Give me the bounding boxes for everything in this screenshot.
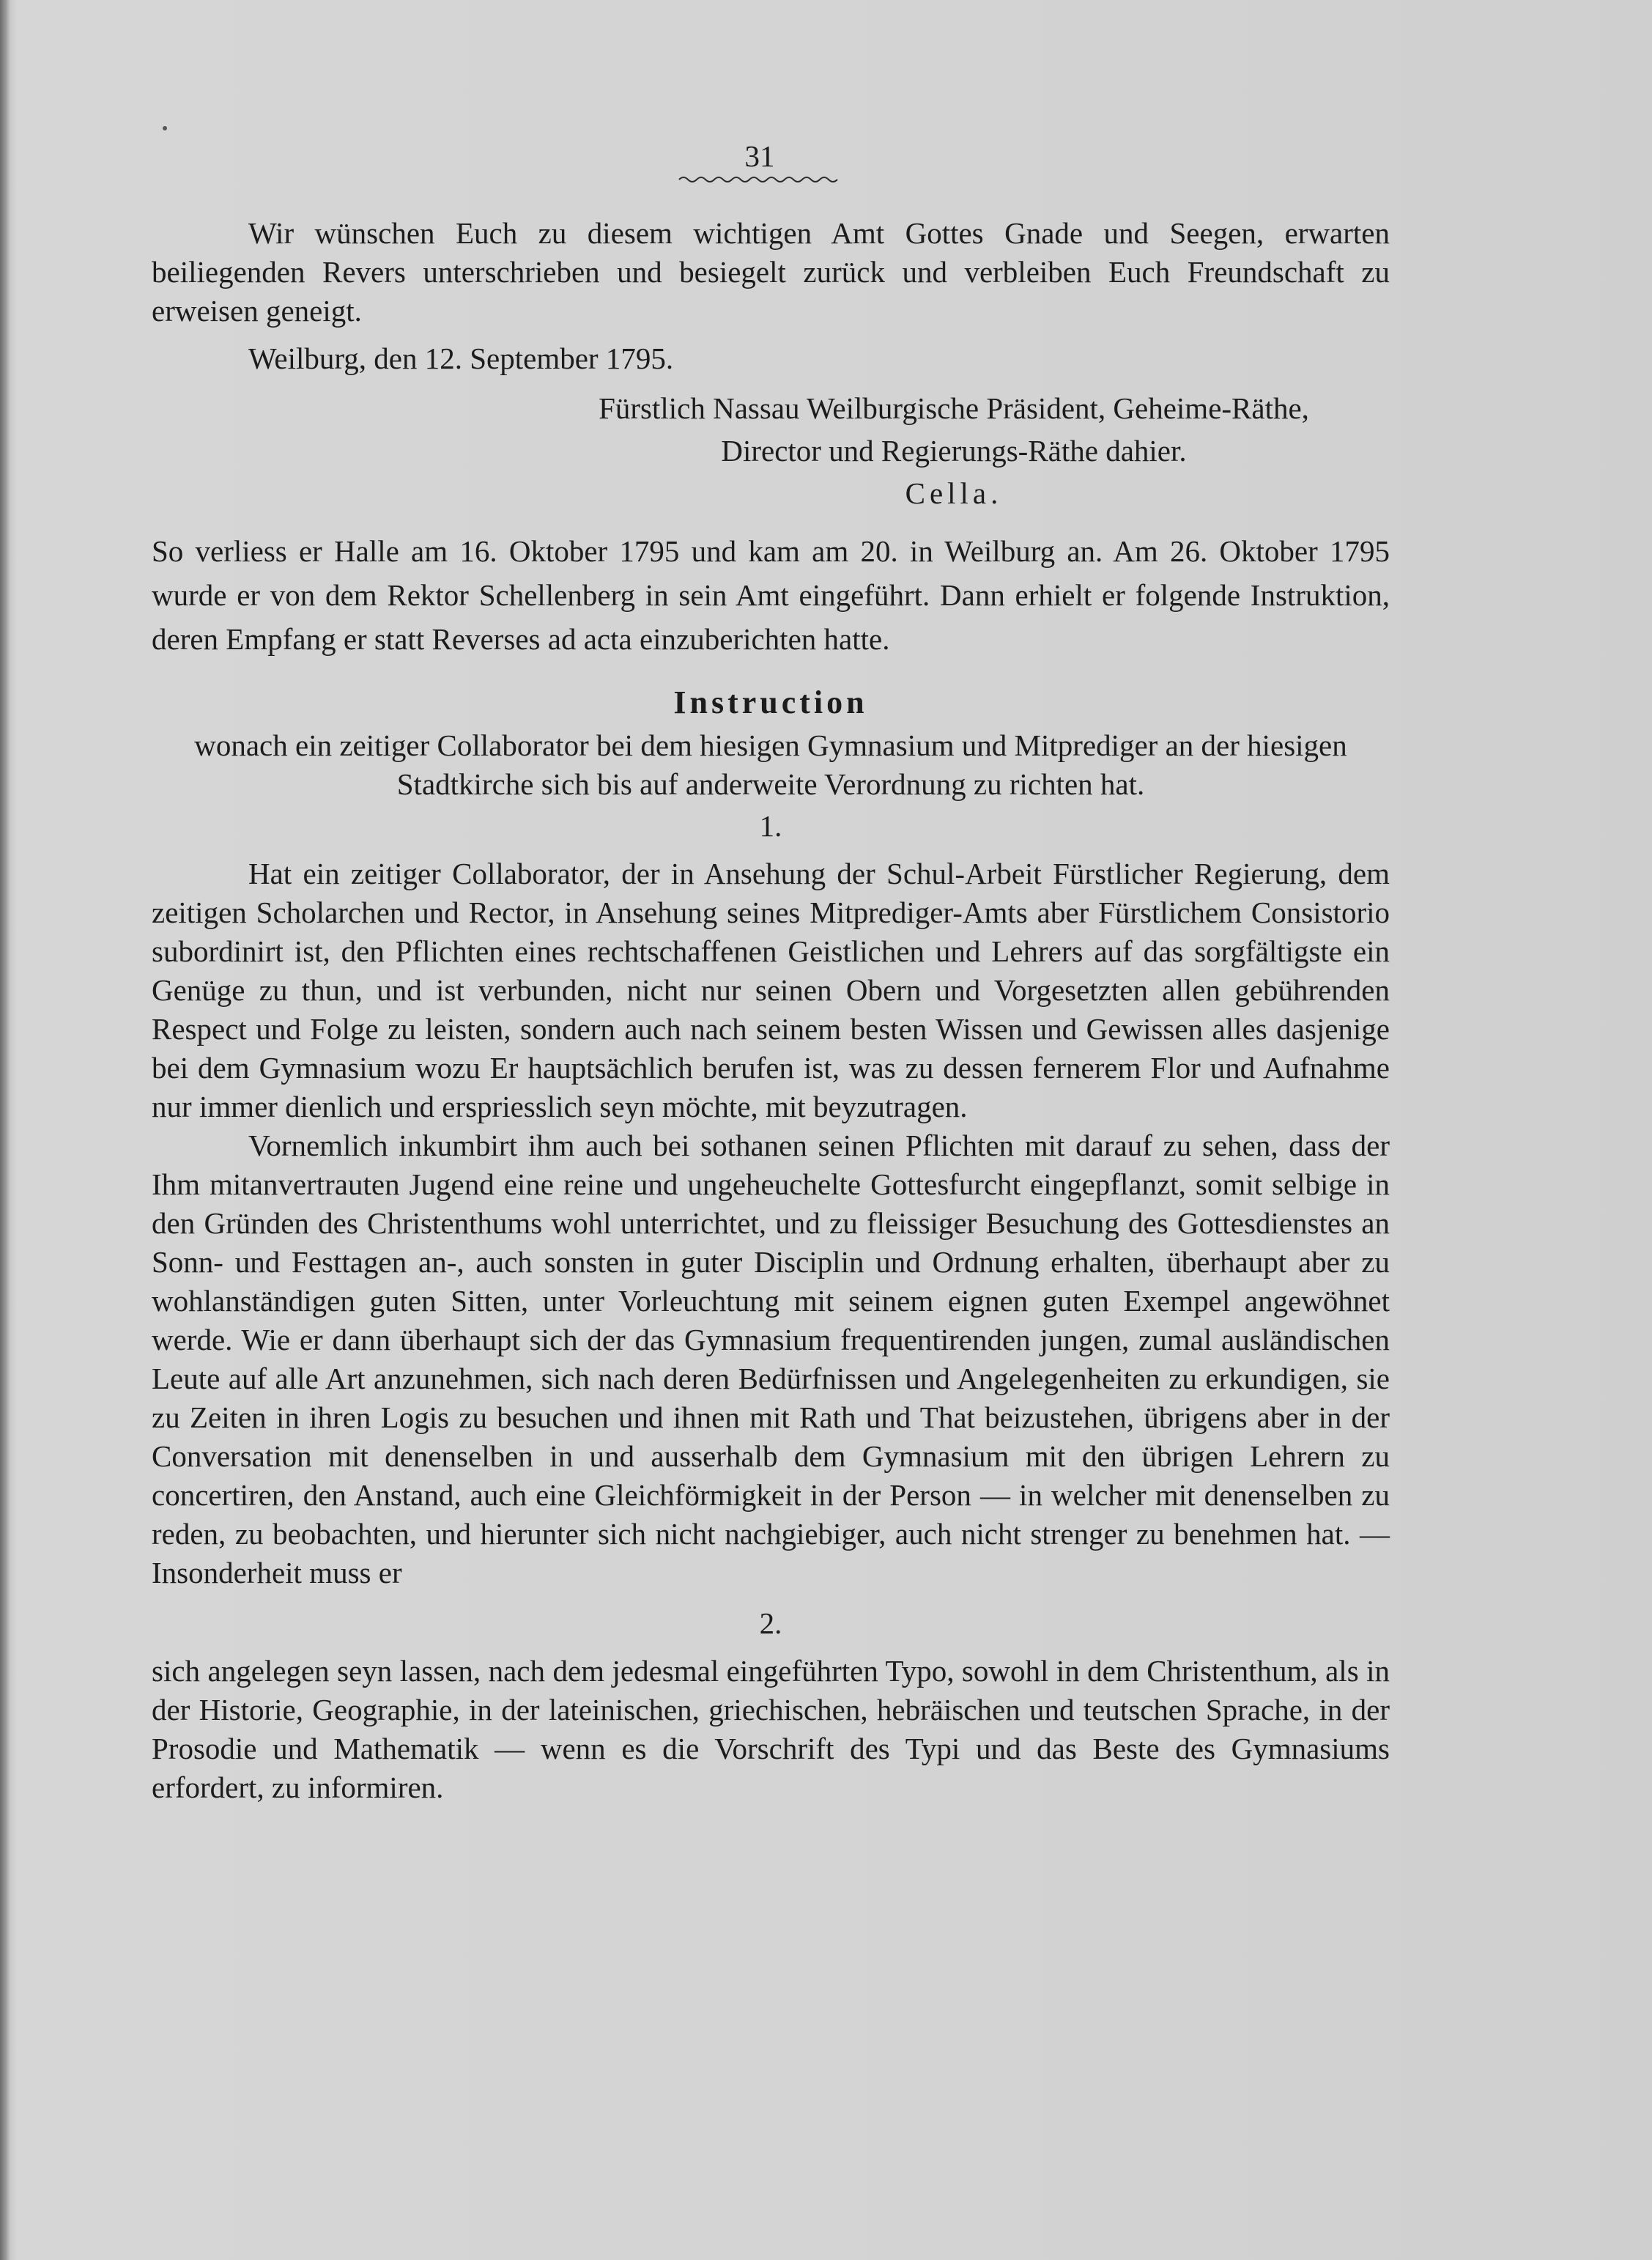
paper-speck [163, 126, 167, 130]
dateline: Weilburg, den 12. September 1795. [248, 341, 674, 375]
section-1-paragraph-1: Hat ein zeitiger Collaborator, der in Ansehung der Schul-Arbeit Fürstlicher Regierung, dem zeitigen Scholarchen und Rector, in Ansehung seines Mitprediger-Amts aber Fürstlichem Consistorio subordinirt ist, den Pflichten eines rechtschaffenen Geistlichen und Lehrers auf das sorgfältigste ein Genüge zu thun, und ist verbunden, nicht nur seinen Obern und Vorgesetzten allen gebührenden Respect und Folge zu leisten, sondern auch nach seinem besten Wissen und Gewissen alles dasjenige bei dem Gymnasium wozu Er hauptsächlich berufen ist, was zu dessen fernerem Flor und Aufnahme nur immer dienlich und erspriesslich seyn möchte, mit beyzutragen. [152, 857, 1390, 1123]
section-1-paragraph-2: Vornemlich inkumbirt ihm auch bei sothanen seinen Pflichten mit darauf zu sehen, dass der Ihm mitanvertrauten Jugend eine reine und ungeheuchelte Gottesfurcht eingepflanzt, somit selbige in den Gründen des Christenthums wohl unterrichtet, und zu fleissiger Besuchung des Gottesdienstes an Sonn- und Festtagen an-, auch sonsten in guter Disciplin und Ordnung erhalten, überhaupt aber zu wohlanständigen guten Sitten, unter Vorleuchtung mit seinem eignen guten Exempel angewöhnet werde. Wie er dann überhaupt sich der das Gymnasium frequentirenden jungen, zumal ausländischen Leute auf alle Art anzunehmen, sich nach deren Bedürfnissen und Angelegenheiten zu erkundigen, sie zu Zeiten in ihren Logis zu besuchen und ihnen mit Rath und That beizustehen, übrigens aber in der Conversation mit denenselben in und ausserhalb dem Gymnasium mit den übrigen Lehrern zu concertiren, den Anstand, auch eine Gleichförmigkeit in der Person — in welcher mit denenselben zu reden, zu beobachten, und hierunter sich nicht nachgiebiger, auch nicht strenger zu benehmen hat. — Insonderheit muss er [152, 1129, 1390, 1589]
signature-name: Cella. [905, 476, 1003, 510]
wave-ornament [678, 174, 839, 185]
section-number-2: 2. [759, 1606, 782, 1640]
text-block [152, 139, 1390, 1807]
signature-line-1: Fürstlich Nassau Weilburgische Präsident, Geheime-Räthe, [599, 391, 1309, 425]
page-number: 31 [744, 139, 775, 173]
section-2-paragraph: sich angelegen seyn lassen, nach dem jedesmal eingeführten Typo, sowohl in dem Christenthum, als in der Historie, Geographie, in der lateinischen, griechischen, hebräischen und teutschen Sprache, in der Prosodie und Mathematik — wenn es die Vorschrift des Typi und das Beste des Gymnasiums erfordert, zu informiren. [152, 1654, 1390, 1804]
narrative-paragraph: So verliess er Halle am 16. Oktober 1795 und kam am 20. in Weilburg an. Am 26. Oktober 1795 wurde er von dem Rektor Schellenberg in sein Amt eingeführt. Dann erhielt er folgende Instruktion, deren Empfang er statt Reverses ad acta einzuberichten hatte. [152, 534, 1390, 656]
signature-line-2: Director und Regierungs-Räthe dahier. [721, 434, 1187, 468]
instruction-heading: Instruction [673, 684, 868, 720]
instruction-subheading: wonach ein zeitiger Collaborator bei dem hiesigen Gymnasium und Mitprediger an der hiesigen Stadtkirche sich bis auf anderweite Verordnung zu richten hat. [194, 728, 1347, 801]
signature-block [152, 387, 1390, 514]
section-number-1: 1. [759, 809, 782, 843]
letter-closing-paragraph: Wir wünschen Euch zu diesem wichtigen Amt Gottes Gnade und Seegen, erwarten beiliegenden Revers unterschrieben und besiegelt zurück und verbleiben Euch Freundschaft zu erweisen geneigt. [152, 216, 1390, 328]
